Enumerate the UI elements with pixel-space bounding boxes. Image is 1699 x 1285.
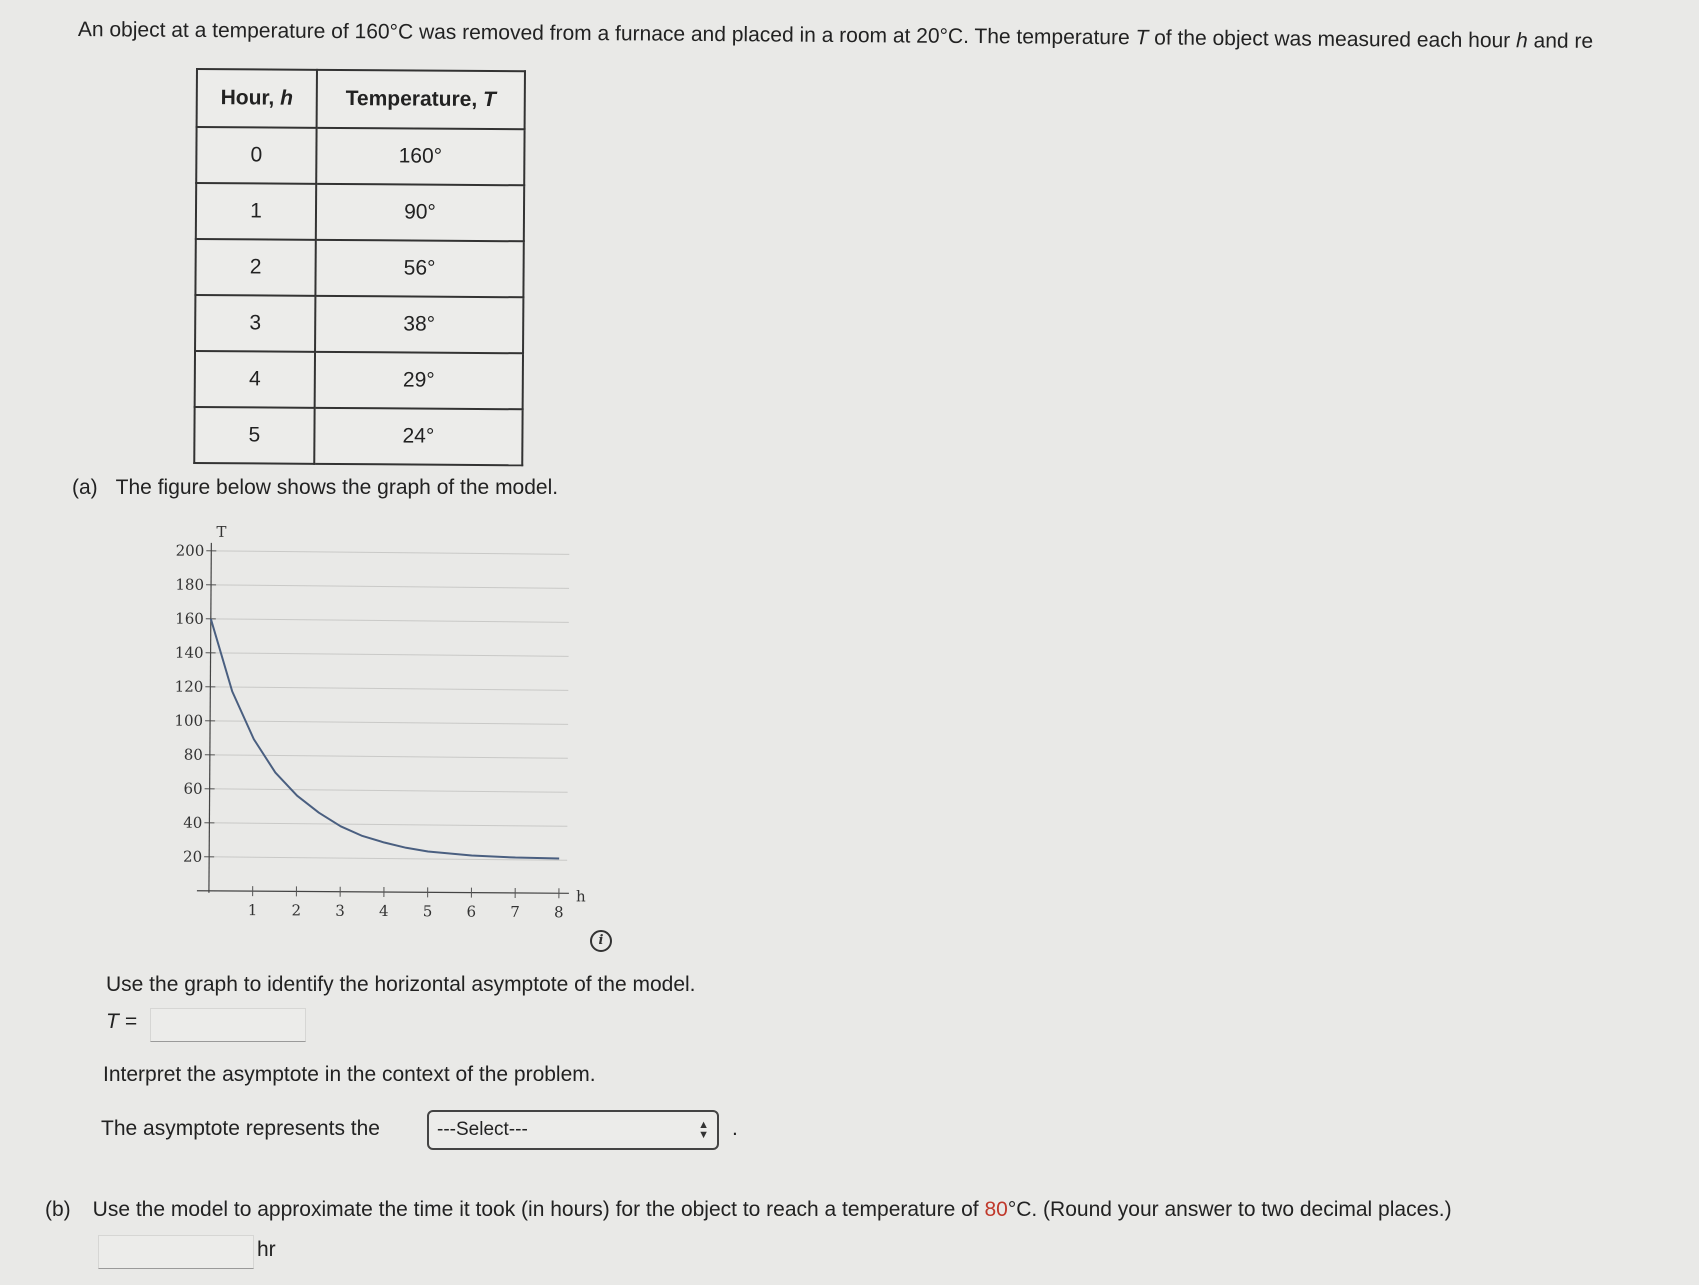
y-tick-label-80: 80 <box>183 745 203 764</box>
x-axis-label: h <box>575 887 586 906</box>
y-tick-label-40: 40 <box>183 813 203 832</box>
question-asymptote: Use the graph to identify the horizontal asymptote of the model. <box>106 973 696 996</box>
header-temperature: Temperature, T <box>317 70 525 129</box>
table-row: 3 38° <box>195 295 523 353</box>
asymptote-represents-label: The asymptote represents the <box>101 1117 380 1140</box>
y-tick-label-100: 100 <box>174 711 204 730</box>
x-tick-label-1: 1 <box>247 901 258 920</box>
y-tick-label-60: 60 <box>183 779 203 798</box>
gridline-y-120 <box>210 687 568 690</box>
x-tick-label-4: 4 <box>378 901 389 921</box>
data-table <box>193 68 526 466</box>
gridline-y-140 <box>211 653 569 656</box>
gridline-y-160 <box>211 619 569 622</box>
y-axis-label: T <box>216 522 227 541</box>
gridline-y-40 <box>209 823 567 826</box>
table-row: 5 24° <box>194 407 522 465</box>
table-row: 1 90° <box>196 183 524 241</box>
part-b-question: (b) Use the model to approximate the time it took (in hours) for the object to reach a temperature of 80°C. (Round your answer to two decimal places.) <box>45 1198 1452 1221</box>
gridline-y-180 <box>211 585 569 588</box>
y-tick-label-20: 20 <box>183 847 203 866</box>
x-tick-label-3: 3 <box>335 901 345 920</box>
y-tick-label-200: 200 <box>175 541 205 560</box>
hours-unit: hr <box>257 1238 276 1261</box>
x-tick-label-5: 5 <box>422 902 433 921</box>
x-tick-label-7: 7 <box>510 902 520 921</box>
x-tick-label-6: 6 <box>466 902 477 921</box>
x-tick-label-8: 8 <box>553 903 564 922</box>
t-equals-label: T = <box>106 1010 137 1033</box>
problem-statement: An object at a temperature of 160°C was removed from a furnace and placed in a room at 20°C. The temperature T of the object was measured each hour h and re <box>77 18 1594 53</box>
y-tick-label-120: 120 <box>174 677 204 696</box>
asymptote-select[interactable] <box>427 1110 719 1150</box>
period: . <box>732 1117 738 1140</box>
info-icon[interactable]: i <box>590 930 612 952</box>
table-row: 2 56° <box>195 239 523 297</box>
temperature-highlight: 80 <box>984 1198 1008 1221</box>
question-interpret: Interpret the asymptote in the context of the problem. <box>103 1063 596 1086</box>
x-tick-label-2: 2 <box>291 901 302 920</box>
table-row: 0 160° <box>196 127 524 185</box>
y-tick-label-180: 180 <box>175 575 205 594</box>
y-tick-label-160: 160 <box>175 609 204 628</box>
table-row: 4 29° <box>195 351 523 409</box>
asymptote-input[interactable] <box>150 1008 306 1042</box>
time-answer-input[interactable] <box>98 1235 254 1269</box>
y-tick-label-140: 140 <box>174 643 204 662</box>
select-arrows-icon: ▲ ▼ <box>698 1119 709 1141</box>
gridline-y-200 <box>211 551 569 554</box>
gridline-y-60 <box>210 789 568 792</box>
select-value: ---Select--- <box>437 1119 528 1140</box>
gridline-y-100 <box>210 721 568 724</box>
part-a-intro: (a) The figure below shows the graph of the model. <box>72 476 559 499</box>
header-hour: Hour, h <box>197 69 317 128</box>
y-axis <box>209 543 211 893</box>
model-graph <box>159 520 602 953</box>
